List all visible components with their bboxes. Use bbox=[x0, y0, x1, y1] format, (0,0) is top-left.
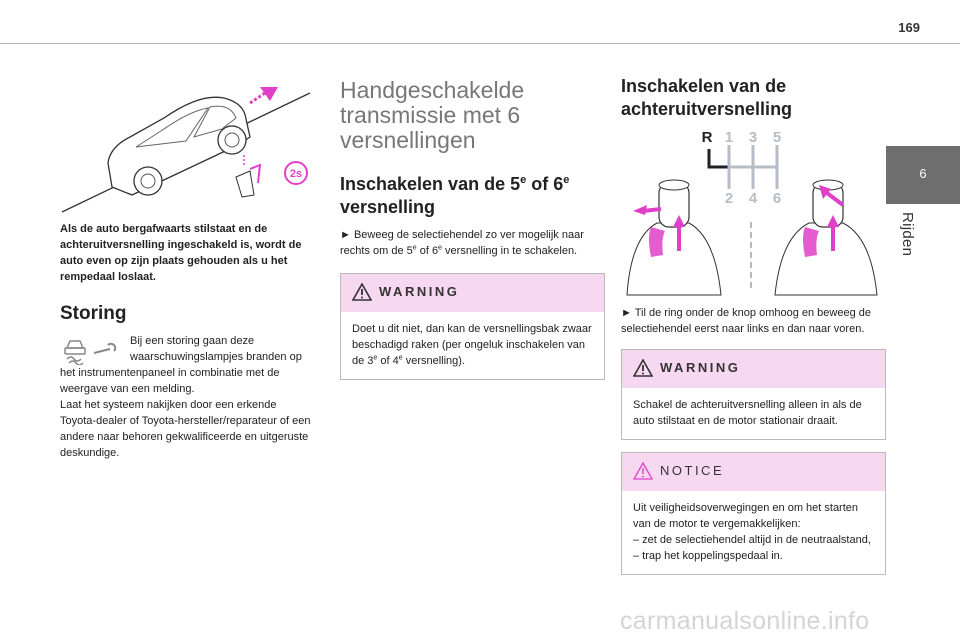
notice-triangle-icon bbox=[633, 462, 653, 480]
chapter-label: Rijden bbox=[899, 212, 916, 257]
notice-text: Uit veiligheidsoverwegingen en om het starten van de motor te vergemakkelijken: – zet de selectiehendel altijd in de neutraalstand, – trap het koppelingspedaal in. bbox=[633, 502, 871, 562]
warning-text: Doet u dit niet, dan kan de versnellingsbak zwaar beschadigd raken (per ongeluk inschakelen van de 3e of 4e versnelling). bbox=[352, 323, 592, 367]
gear-5-6-instruction: ► Beweeg de selectiehendel zo ver mogelijk naar rechts om de 5e of 6e versnelling in te schakelen. bbox=[340, 229, 584, 257]
warning-triangle-icon bbox=[633, 359, 653, 377]
wrench-lamp-icon bbox=[94, 344, 115, 353]
pedal-release-icon bbox=[236, 153, 260, 197]
notice-label: NOTICE bbox=[660, 463, 725, 478]
reverse-gear-title: Inschakelen van de achteruitversnelling bbox=[621, 76, 793, 119]
gear-label-5: 5 bbox=[772, 129, 782, 146]
badge-text: 2s bbox=[289, 168, 303, 180]
uphill-arrow-icon bbox=[250, 87, 278, 103]
gear-label-4: 4 bbox=[748, 190, 758, 207]
storing-text: Bij een storing gaan deze waarschuwingslampjes branden op het instrumentenpaneel in combinatie met de weergave van een melding. Laat het systeem nakijken door een erkende Toyota-dealer of Toyota-hersteller/reparateur of een andere naar behoren gekwalificeerde en uitgeruste deskundige. bbox=[60, 335, 311, 459]
hill-caption: Als de auto bergafwaarts stilstaat en de achteruitversnelling ingeschakeld is, wordt de auto even op zijn plaats gehouden als u het rempedaal loslaat. bbox=[60, 223, 302, 283]
transmission-title: Handgeschakelde transmissie met 6 versnellingen bbox=[340, 77, 525, 153]
header-divider bbox=[0, 43, 960, 44]
shift-lever-right-illustration bbox=[772, 180, 877, 295]
two-seconds-badge-icon bbox=[285, 162, 307, 184]
warning-triangle-icon bbox=[352, 283, 372, 301]
chapter-number: 6 bbox=[919, 166, 927, 181]
gear-label-6: 6 bbox=[772, 190, 782, 207]
storing-block bbox=[60, 333, 322, 461]
gear-label-1: 1 bbox=[724, 129, 734, 146]
warning-label: WARNING bbox=[379, 284, 460, 299]
warning-label: WARNING bbox=[660, 360, 741, 375]
skid-lamp-icon bbox=[65, 341, 85, 365]
page-number: 169 bbox=[898, 20, 920, 35]
warning-header bbox=[622, 350, 885, 388]
chapter-tab[interactable] bbox=[886, 146, 960, 204]
column-right bbox=[621, 75, 886, 575]
gear-label-2: 2 bbox=[724, 190, 734, 207]
footer-watermark: carmanualsonline.info bbox=[620, 607, 870, 635]
gear-label-r: R bbox=[701, 129, 713, 146]
reverse-gear-illustration bbox=[621, 127, 886, 297]
gear-5-6-heading: Inschakelen van de 5e of 6e versnelling bbox=[340, 174, 570, 217]
warning-header bbox=[341, 274, 604, 312]
shift-pattern-diagram bbox=[702, 129, 782, 207]
notice-header bbox=[622, 453, 885, 491]
column-left bbox=[60, 85, 322, 461]
shift-lever-left-illustration bbox=[627, 180, 721, 295]
storing-title: Storing bbox=[60, 303, 127, 324]
reverse-instruction: ► Til de ring onder de knop omhoog en beweeg de selectiehendel eerst naar links en dan naar voren. bbox=[621, 307, 872, 335]
warning-box-gear bbox=[340, 273, 605, 380]
warning-lamps bbox=[60, 335, 120, 370]
warning-text: Schakel de achteruitversnelling alleen in als de auto stilstaat en de motor stationair draait. bbox=[633, 399, 862, 427]
column-middle bbox=[340, 78, 605, 380]
notice-box bbox=[621, 452, 886, 575]
gear-label-3: 3 bbox=[748, 129, 758, 146]
car-on-slope-illustration bbox=[60, 85, 322, 215]
warning-box-reverse bbox=[621, 349, 886, 440]
